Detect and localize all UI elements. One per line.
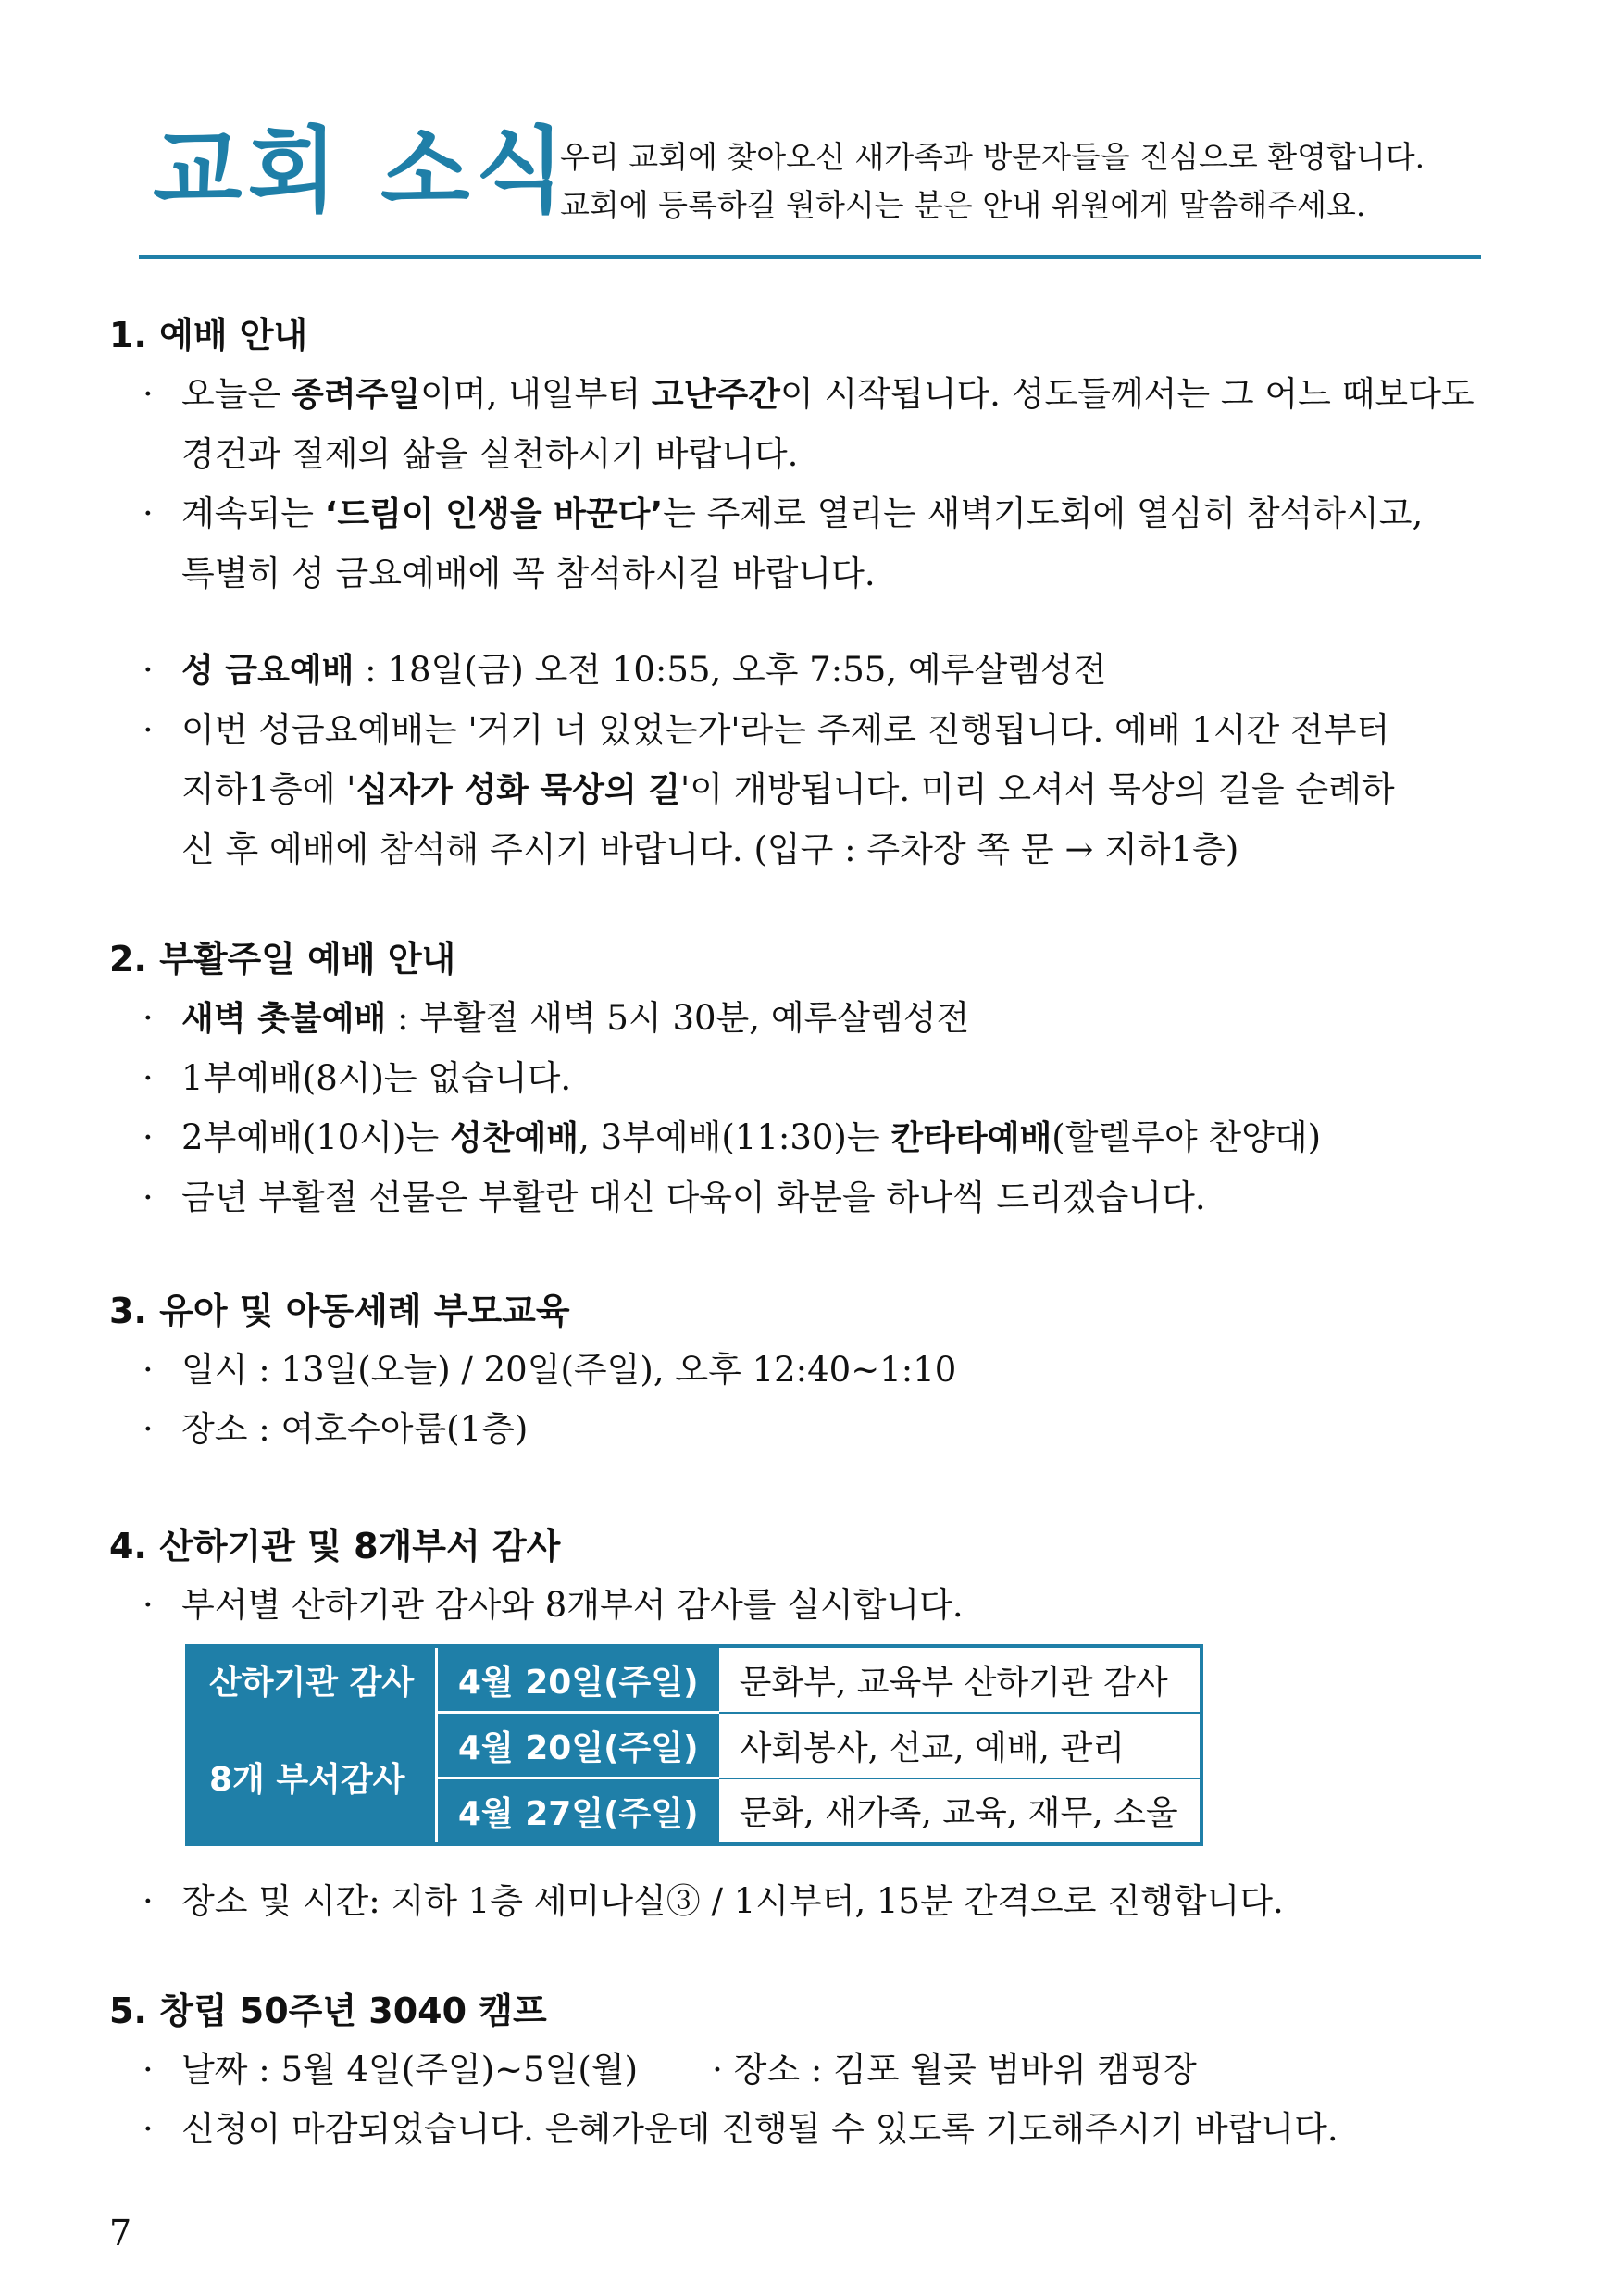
bold-text: 성찬예배 xyxy=(449,1119,579,1157)
date-cell: 4월 20일(주일) xyxy=(436,1646,718,1713)
row-header: 8개 부서감사 xyxy=(187,1713,436,1845)
bullet: · xyxy=(143,998,154,1038)
list-item xyxy=(109,1576,1525,1635)
text: 부서별 산하기관 감사와 8개부서 감사를 실시합니다. xyxy=(181,1585,964,1625)
list-item-continuation xyxy=(109,425,1525,484)
bullet: · xyxy=(143,1881,154,1921)
text: 날짜 : 5월 4일(주일)~5일(월) xyxy=(181,2050,639,2090)
list-item-continuation xyxy=(109,760,1525,820)
list-item xyxy=(109,1049,1525,1108)
section-title: 4. 산하기관 및 8개부서 감사 xyxy=(109,1526,561,1566)
text: 경건과 절제의 삶을 실천하시기 바랍니다. xyxy=(181,434,799,474)
list-item xyxy=(109,641,1525,701)
bold-text: 고난주간 xyxy=(651,376,780,414)
text: 장소 및 시간: 지하 1층 세미나실③ / 1시부터, 15분 간격으로 진행합니다. xyxy=(181,1881,1284,1921)
title-divider xyxy=(139,255,1481,259)
text: : 18일(금) 오전 10:55, 오후 7:55, 예루살렘성전 xyxy=(354,650,1107,690)
bullet: · xyxy=(143,2050,154,2090)
section-camp xyxy=(109,1981,1525,2159)
section-title: 2. 부활주일 예배 안내 xyxy=(109,939,456,980)
welcome-line-2: 교회에 등록하길 원하시는 분은 안내 위원에게 말씀해주세요. xyxy=(560,187,1366,223)
section-worship-info xyxy=(109,306,1525,880)
list-item xyxy=(109,701,1525,760)
date-cell: 4월 27일(주일) xyxy=(436,1778,718,1845)
bullet: · xyxy=(712,2050,723,2090)
text: 특별히 성 금요예배에 꼭 참석하시길 바랍니다. xyxy=(181,554,876,593)
bullet: · xyxy=(143,374,154,414)
row-header: 산하기관 감사 xyxy=(187,1646,436,1713)
text: , 3부예배(11:30)는 xyxy=(579,1117,891,1157)
value-cell: 사회봉사, 선교, 예배, 관리 xyxy=(719,1713,1201,1778)
list-item xyxy=(109,1400,1525,1459)
text: 장소 : 김포 월곶 범바위 캠핑장 xyxy=(733,2050,1197,2090)
page-number: 7 xyxy=(109,2213,132,2253)
list-item xyxy=(109,2100,1525,2159)
list-item-continuation xyxy=(109,544,1525,604)
bullet: · xyxy=(143,1058,154,1098)
bold-text: 종려주일 xyxy=(292,376,421,414)
section-title: 1. 예배 안내 xyxy=(109,315,308,356)
text: 이며, 내일부터 xyxy=(420,374,652,414)
bullet: · xyxy=(143,1585,154,1625)
welcome-message xyxy=(560,133,1425,230)
section-title: 5. 창립 50주년 3040 캠프 xyxy=(109,1990,547,2031)
bullet: · xyxy=(143,650,154,690)
section-easter-worship xyxy=(109,930,1525,1228)
bold-text: 새벽 촛불예배 xyxy=(181,1000,387,1038)
list-item xyxy=(109,2040,1525,2100)
section-audit-location xyxy=(109,1872,1525,1931)
text: : 부활절 새벽 5시 30분, 예루살렘성전 xyxy=(386,998,970,1038)
text: 이 시작됩니다. 성도들께서는 그 어느 때보다도 xyxy=(779,374,1475,414)
text: 지하1층에 ' xyxy=(181,769,356,809)
header xyxy=(139,117,1481,268)
list-item xyxy=(109,365,1525,425)
text: 장소 : 여호수아룸(1층) xyxy=(181,1409,529,1449)
section-baptism-education xyxy=(109,1281,1525,1459)
bullet: · xyxy=(143,1409,154,1449)
table-row xyxy=(187,1713,1201,1778)
bold-text: ‘드림이 인생을 바꾼다’ xyxy=(324,495,664,533)
bullet: · xyxy=(143,1117,154,1157)
value-cell: 문화부, 교육부 산하기관 감사 xyxy=(719,1646,1201,1713)
bold-text: 십자가 성화 묵상의 길 xyxy=(355,771,681,809)
text: 1부예배(8시)는 없습니다. xyxy=(181,1058,572,1098)
text: 일시 : 13일(오늘) / 20일(주일), 오후 12:40~1:10 xyxy=(181,1350,957,1390)
text: 금년 부활절 선물은 부활란 대신 다육이 화분을 하나씩 드리겠습니다. xyxy=(181,1178,1206,1217)
bullet: · xyxy=(143,1178,154,1217)
list-item xyxy=(109,1108,1525,1168)
list-item-continuation xyxy=(109,820,1525,880)
bold-text: 칸타타예배 xyxy=(890,1119,1052,1157)
text: (할렐루야 찬양대) xyxy=(1052,1117,1322,1157)
table-row xyxy=(187,1646,1201,1713)
bullet: · xyxy=(143,710,154,750)
date-cell: 4월 20일(주일) xyxy=(436,1713,718,1778)
text: 2부예배(10시)는 xyxy=(181,1117,450,1157)
text: 신 후 예배에 참석해 주시기 바랍니다. (입구 : 주차장 쪽 문 → 지하1층) xyxy=(181,830,1239,869)
value-cell: 문화, 새가족, 교육, 재무, 소울 xyxy=(719,1778,1201,1845)
list-item xyxy=(109,484,1525,544)
list-item xyxy=(109,1872,1525,1931)
bullet: · xyxy=(143,1350,154,1390)
page-title: 교회 소식 xyxy=(153,117,571,225)
text: 는 주제로 열리는 새벽기도회에 열심히 참석하시고, xyxy=(663,493,1424,533)
text: 계속되는 xyxy=(181,493,325,533)
text: 오늘은 xyxy=(181,374,292,414)
list-item xyxy=(109,989,1525,1049)
bullet: · xyxy=(143,493,154,533)
audit-schedule-table xyxy=(185,1644,1203,1846)
text: '이 개방됩니다. 미리 오셔서 묵상의 길을 순례하 xyxy=(680,769,1395,809)
section-title: 3. 유아 및 아동세례 부모교육 xyxy=(109,1291,570,1331)
text: 신청이 마감되었습니다. 은혜가운데 진행될 수 있도록 기도해주시기 바랍니다. xyxy=(181,2109,1338,2149)
welcome-line-1: 우리 교회에 찾아오신 새가족과 방문자들을 진심으로 환영합니다. xyxy=(560,139,1425,175)
list-item xyxy=(109,1341,1525,1400)
text: 이번 성금요예배는 '거기 너 있었는가'라는 주제로 진행됩니다. 예배 1시간 전부터 xyxy=(181,710,1390,750)
section-audit xyxy=(109,1516,1525,1635)
bullet: · xyxy=(143,2109,154,2149)
bold-text: 성 금요예배 xyxy=(181,652,355,690)
list-item xyxy=(109,1168,1525,1228)
